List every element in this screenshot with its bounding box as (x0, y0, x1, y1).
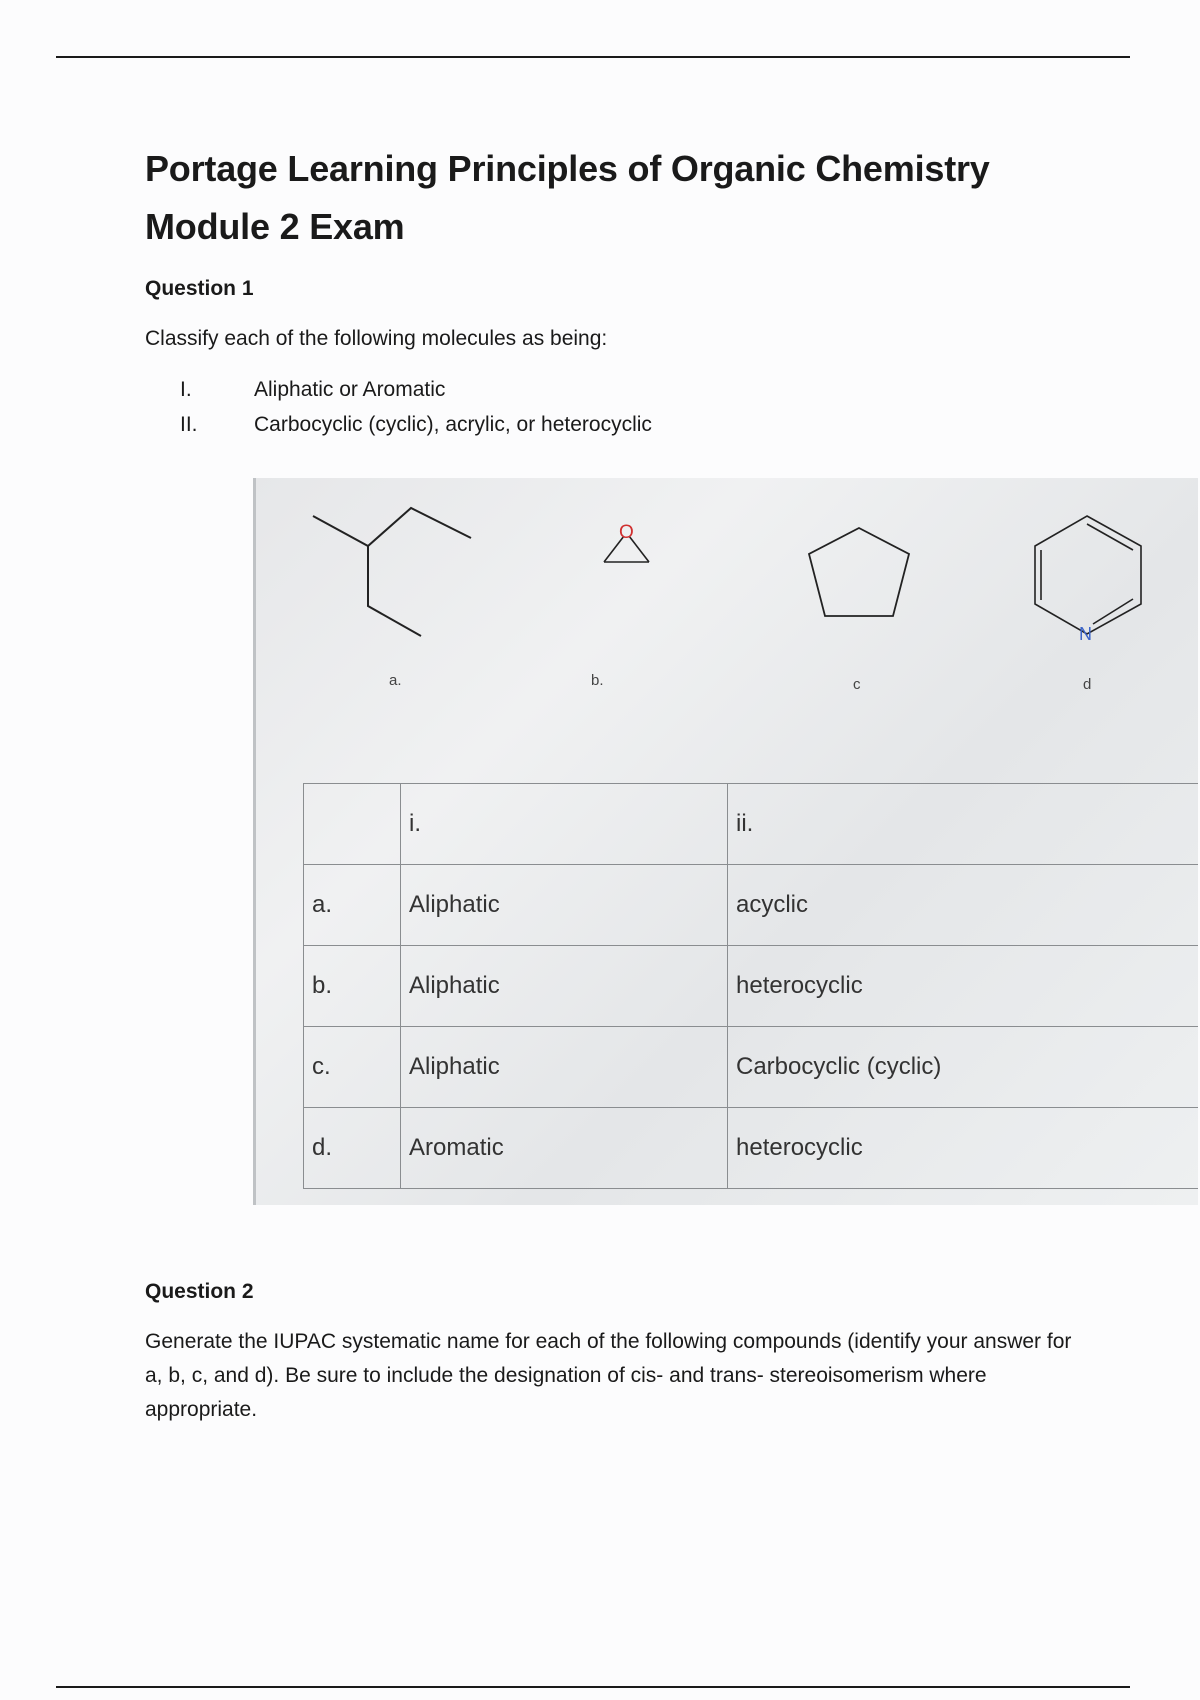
bottom-rule (56, 1686, 1130, 1688)
molecule-d-label: d (1083, 676, 1092, 693)
oxygen-atom-label: O (619, 522, 634, 543)
table-header-cell: i. (401, 784, 728, 865)
molecule-a-label: a. (389, 672, 402, 689)
cyclic-type-cell: heterocyclic (728, 1108, 1199, 1189)
criterion-1-text: Aliphatic or Aromatic (254, 378, 446, 401)
criterion-2-text: Carbocyclic (cyclic), acrylic, or heterocyclic (254, 413, 652, 436)
table-row (304, 865, 1199, 946)
row-label-cell: d. (304, 1108, 401, 1189)
page-title (145, 140, 1095, 256)
question-2-heading: Question 2 (145, 1280, 254, 1303)
title-line-1: Portage Learning Principles of Organic Chemistry (145, 148, 990, 189)
aliphatic-aromatic-cell: Aliphatic (401, 1027, 728, 1108)
answer-table (303, 783, 1198, 1189)
table-row (304, 1027, 1199, 1108)
row-label-cell: b. (304, 946, 401, 1027)
aliphatic-aromatic-cell: Aromatic (401, 1108, 728, 1189)
aliphatic-aromatic-cell: Aliphatic (401, 946, 728, 1027)
cyclic-type-cell: acyclic (728, 865, 1199, 946)
criterion-1 (180, 372, 652, 407)
top-rule (56, 56, 1130, 58)
aliphatic-aromatic-cell: Aliphatic (401, 865, 728, 946)
table-row (304, 946, 1199, 1027)
question-2-prompt: Generate the IUPAC systematic name for each of the following compounds (identify your answer for a, b, c, and d). Be sure to include the designation of cis- and trans- stereoisomerism where appropriate. (145, 1330, 1072, 1421)
cyclic-type-cell: Carbocyclic (cyclic) (728, 1027, 1199, 1108)
answer-photo (253, 478, 1198, 1205)
question-1-prompt: Classify each of the following molecules as being: (145, 327, 608, 350)
table-header-cell (304, 784, 401, 865)
criterion-2-number: II. (180, 413, 198, 436)
criterion-1-number: I. (180, 378, 192, 401)
nitrogen-atom-label: N (1079, 624, 1092, 644)
table-header-cell: ii. (728, 784, 1199, 865)
row-label-cell: a. (304, 865, 401, 946)
molecule-b-label: b. (591, 672, 604, 689)
molecule-c-label: c (853, 676, 861, 693)
title-line-2: Module 2 Exam (145, 206, 405, 247)
molecule-a-structure (313, 508, 471, 636)
row-label-cell: c. (304, 1027, 401, 1108)
table-row (304, 1108, 1199, 1189)
molecule-structures (253, 478, 1198, 738)
table-header-row (304, 784, 1199, 865)
classification-criteria (180, 372, 652, 442)
molecule-c-structure (809, 528, 909, 616)
question-1-heading: Question 1 (145, 277, 254, 300)
molecule-d-structure (1035, 516, 1141, 634)
cyclic-type-cell: heterocyclic (728, 946, 1199, 1027)
criterion-2 (180, 407, 652, 442)
